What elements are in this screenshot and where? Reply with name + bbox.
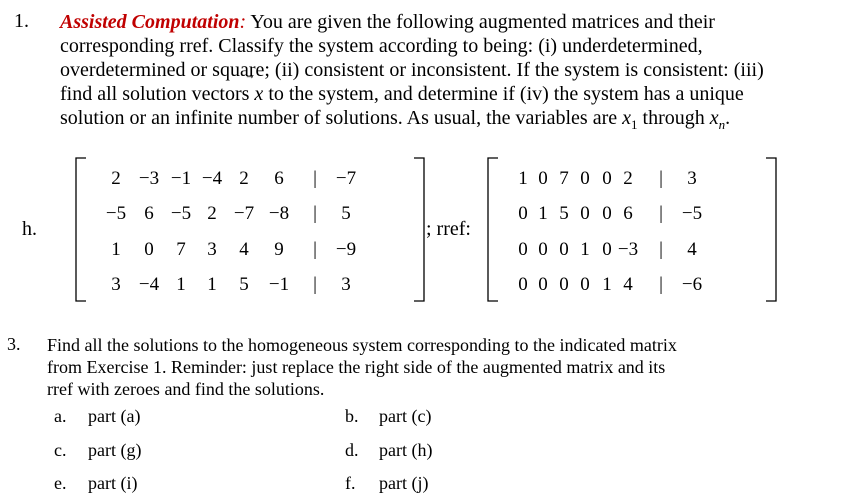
problem-1-through: through (637, 107, 710, 129)
rref-matrix-entry: 0 (580, 274, 590, 295)
augmented-matrix-entry: 1 (111, 239, 121, 260)
augmented-matrix-entry: 9 (274, 239, 284, 260)
rref-matrix-entry: −6 (681, 274, 703, 295)
rref-matrix-row-3 (486, 238, 778, 264)
augmented-matrix-entry: −8 (268, 203, 290, 224)
augmented-matrix-entry: 3 (341, 274, 351, 295)
rref-matrix-entry: 4 (687, 239, 697, 260)
augmented-matrix-row-4 (74, 273, 426, 299)
rref-matrix-entry: 2 (623, 168, 633, 189)
rref-matrix-entry: 0 (518, 239, 528, 260)
rref-matrix-entry: 1 (580, 239, 590, 260)
rref-matrix-entry: 7 (559, 168, 569, 189)
augmented-matrix-separator: | (313, 274, 317, 295)
item-text: part (j) (379, 473, 429, 493)
augmented-matrix-entry: 7 (176, 239, 186, 260)
rref-matrix-entry: 4 (623, 274, 633, 295)
rref-matrix-entry: 1 (538, 203, 548, 224)
rref-matrix-entry: −5 (681, 203, 703, 224)
problem-1-title-colon: : (239, 11, 247, 33)
rref-matrix-separator: | (659, 168, 663, 189)
rref-matrix-separator: | (659, 274, 663, 295)
rref-matrix-entry: −3 (617, 239, 639, 260)
problem-3-line-2: from Exercise 1. Reminder: just replace the right side of the augmented matrix and its (47, 357, 666, 377)
rref-matrix-entry: 0 (518, 274, 528, 295)
problem-1-line-3: overdetermined or square; (ii) consistent or inconsistent. If the system is consistent: (iii) (60, 59, 764, 81)
rref-matrix-entry: 5 (559, 203, 569, 224)
augmented-matrix-row-3 (74, 238, 426, 264)
item-text: part (c) (379, 406, 432, 426)
augmented-matrix-separator: | (313, 168, 317, 189)
item-letter: d. (345, 440, 359, 460)
augmented-matrix-entry: 6 (274, 168, 284, 189)
problem-1-line-2: corresponding rref. Classify the system according to being: (i) underdetermined, (60, 35, 703, 57)
augmented-matrix-entry: 6 (144, 203, 154, 224)
item-letter: f. (345, 473, 356, 493)
augmented-matrix (74, 155, 426, 305)
augmented-matrix-entry: 3 (111, 274, 121, 295)
problem-1-number: 1. (14, 10, 29, 32)
rref-matrix-separator: | (659, 203, 663, 224)
rref-matrix-entry: 0 (580, 203, 590, 224)
rref-label: ; rref: (426, 218, 471, 240)
rref-matrix-entry: 0 (559, 274, 569, 295)
item-letter: e. (54, 473, 67, 493)
problem-1-line-4-a: find all solution vectors (60, 83, 255, 105)
augmented-matrix-row-2 (74, 202, 426, 228)
rref-matrix-row-4 (486, 273, 778, 299)
augmented-matrix-entry: 2 (239, 168, 249, 189)
rref-matrix-row-1 (486, 167, 778, 193)
rref-matrix-entry: 3 (687, 168, 697, 189)
augmented-matrix-entry: −7 (233, 203, 255, 224)
rref-matrix-entry: 0 (602, 239, 612, 260)
augmented-matrix-entry: −1 (170, 168, 192, 189)
rref-matrix-separator: | (659, 239, 663, 260)
rref-matrix-entry: 0 (580, 168, 590, 189)
augmented-matrix-entry: −3 (138, 168, 160, 189)
vector-x-symbol: x (254, 83, 264, 105)
augmented-matrix-row-1 (74, 167, 426, 193)
augmented-matrix-entry: −7 (335, 168, 357, 189)
rref-matrix-row-2 (486, 202, 778, 228)
item-letter: b. (345, 406, 359, 426)
part-h-label: h. (22, 218, 37, 240)
rref-matrix-entry: 0 (538, 168, 548, 189)
rref-matrix-entry: 0 (518, 203, 528, 224)
item-text: part (a) (88, 406, 141, 426)
problem-1-line-1 (60, 10, 815, 34)
augmented-matrix-entry: 5 (239, 274, 249, 295)
augmented-matrix-entry: −4 (138, 274, 160, 295)
rref-matrix (486, 155, 778, 305)
variable-xn: x (709, 107, 719, 129)
augmented-matrix-entry: 3 (207, 239, 217, 260)
variable-x1: x (622, 107, 632, 129)
problem-1-line-5-a: solution or an infinite number of solutions. As usual, the variables are (60, 107, 623, 129)
problem-1-line-4-b: to the system, and determine if (iv) the system has a unique (263, 83, 744, 105)
augmented-matrix-entry: −4 (201, 168, 223, 189)
rref-matrix-entry: 0 (538, 239, 548, 260)
rref-matrix-entry: 0 (559, 239, 569, 260)
item-letter: a. (54, 406, 67, 426)
augmented-matrix-entry: 4 (239, 239, 249, 260)
augmented-matrix-entry: 1 (176, 274, 186, 295)
item-letter: c. (54, 440, 67, 460)
rref-matrix-entry: 1 (518, 168, 528, 189)
rref-matrix-entry: 0 (602, 168, 612, 189)
problem-3-statement (47, 334, 697, 400)
augmented-matrix-entry: 2 (111, 168, 121, 189)
augmented-matrix-entry: −1 (268, 274, 290, 295)
problem-1-period: . (725, 107, 731, 129)
variable-x1-subscript: 1 (631, 117, 638, 132)
rref-matrix-entry: 1 (602, 274, 612, 295)
augmented-matrix-separator: | (313, 203, 317, 224)
augmented-matrix-entry: 5 (341, 203, 351, 224)
augmented-matrix-entry: 2 (207, 203, 217, 224)
augmented-matrix-entry: −9 (335, 239, 357, 260)
problem-3-line-3: rref with zeroes and find the solutions. (47, 379, 325, 399)
problem-1-line-4 (60, 82, 815, 106)
vector-x (254, 83, 263, 105)
augmented-matrix-entry: 1 (207, 274, 217, 295)
item-text: part (h) (379, 440, 433, 460)
item-text: part (i) (88, 473, 138, 493)
augmented-matrix-separator: | (313, 239, 317, 260)
rref-matrix-entry: 6 (623, 203, 633, 224)
problem-3-line-1: Find all the solutions to the homogeneous system corresponding to the indicated matrix (47, 335, 677, 355)
augmented-matrix-entry: −5 (105, 203, 127, 224)
rref-matrix-entry: 0 (538, 274, 548, 295)
problem-1-title: Assisted Computation (60, 11, 240, 33)
augmented-matrix-entry: −5 (170, 203, 192, 224)
problem-1-statement (60, 10, 815, 137)
rref-matrix-entry: 0 (602, 203, 612, 224)
problem-1-line-5 (60, 106, 815, 137)
augmented-matrix-entry: 0 (144, 239, 154, 260)
item-text: part (g) (88, 440, 142, 460)
variable-xn-subscript: n (718, 117, 726, 132)
problem-3-number: 3. (7, 334, 21, 354)
problem-1-line-1-text: You are given the following augmented matrices and their (246, 11, 715, 33)
